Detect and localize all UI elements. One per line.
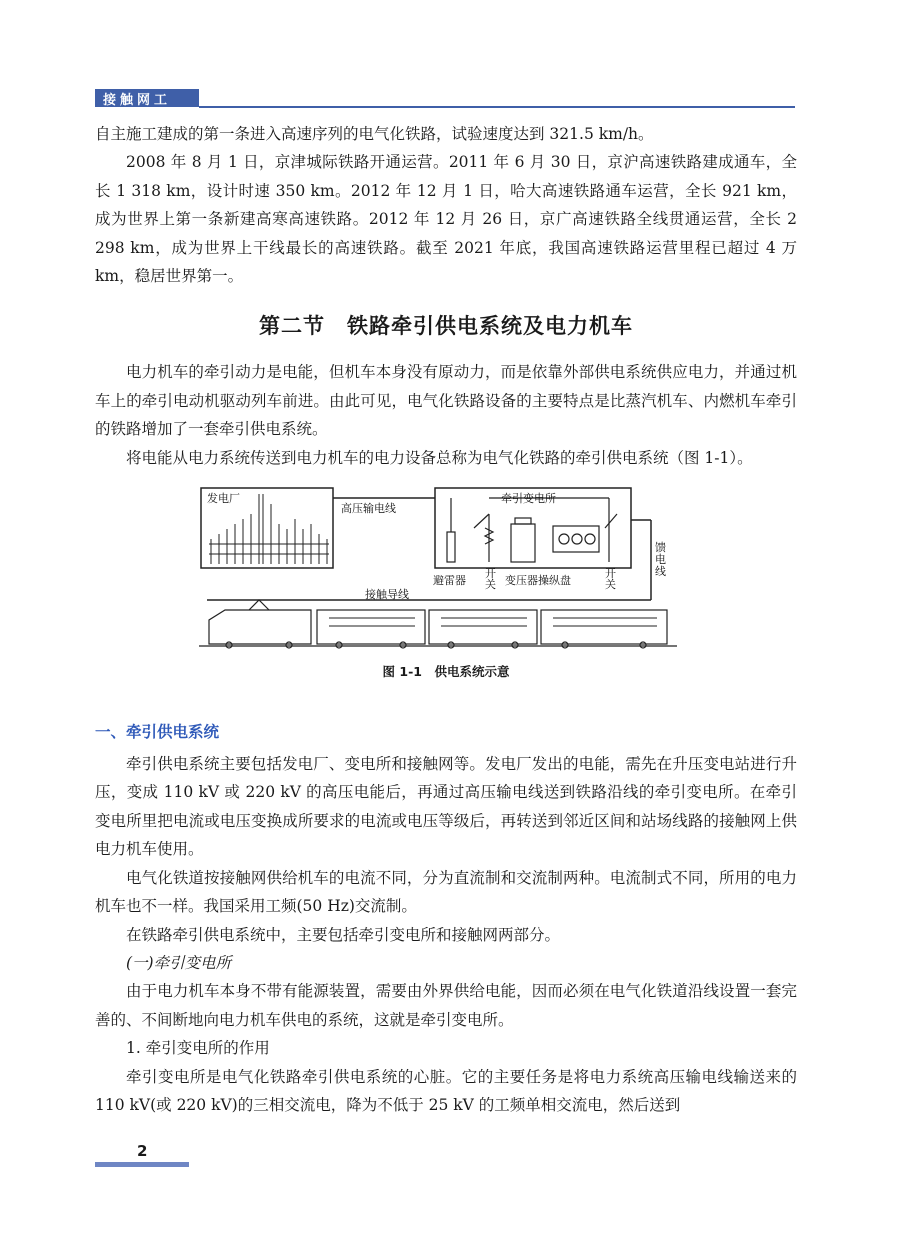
paragraph: 由于电力机车本身不带有能源装置，需要由外界供给电能，因而必须在电气化铁道沿线设置一套完善的、不间断地向电力机车供电的系统，这就是牵引变电所。 bbox=[95, 982, 797, 1029]
label-switch-1: 开关 bbox=[485, 567, 496, 592]
paragraph: 在铁路牵引供电系统中，主要包括牵引变电所和接触网两部分。 bbox=[126, 925, 561, 944]
substation-equipment bbox=[447, 498, 617, 562]
paragraph: 牵引变电所是电气化铁路牵引供电系统的心脏。它的主要任务是将电力系统高压输电线输送来的 110 kV(或 220 kV)的三相交流电，降为不低于 25 kV 的工频单相交流电，然后送到 bbox=[95, 1067, 797, 1114]
page-number: 2 bbox=[137, 1142, 148, 1160]
figure-caption: 图 1-1 供电系统示意 bbox=[382, 664, 510, 680]
list-heading: 1. 牵引变电所的作用 bbox=[126, 1039, 270, 1058]
paragraph: 电气化铁道按接触网供给机车的电流不同，分为直流制和交流制两种。电流制式不同，所用的电力机车也不一样。我国采用工频(50 Hz)交流制。 bbox=[95, 868, 797, 916]
section-title: 第二节 铁路牵引供电系统及电力机车 bbox=[259, 314, 633, 339]
power-supply-diagram bbox=[189, 484, 687, 652]
label-power-plant: 发电厂 bbox=[207, 492, 240, 506]
paragraph: 将电能从电力系统传送到电力机车的电力设备总称为电气化铁路的牵引供电系统（图 1-1）。 bbox=[126, 448, 753, 467]
label-transformer-panel: 变压器操纵盘 bbox=[505, 574, 571, 588]
subsection-title: 一、牵引供电系统 bbox=[95, 723, 220, 742]
footer-rule bbox=[95, 1162, 189, 1167]
label-hv-line: 高压输电线 bbox=[341, 502, 396, 516]
page-body bbox=[95, 120, 797, 1119]
running-header-tag: 接触网工 bbox=[95, 89, 199, 107]
label-feeder: 馈电线 bbox=[655, 541, 666, 579]
paragraph: 牵引供电系统主要包括发电厂、变电所和接触网等。发电厂发出的电能，需先在升压变电站进行升压，变成 110 kV 或 220 kV 的高压电能后，再通过高压输电线送到铁路沿线的牵引变电所。在牵引变电所里把电流或电压变换成所要求的电流或电压等级后，再转送到邻近区间和站场线路的接触网上供电力机车使用。 bbox=[95, 755, 797, 859]
header-rule bbox=[199, 106, 795, 108]
paragraph: 自主施工建成的第一条进入高速序列的电气化铁路，试验速度达到 321.5 km/h。 bbox=[95, 125, 654, 143]
paragraph: 电力机车的牵引动力是电能，但机车本身没有原动力，而是依靠外部供电系统供应电力，并通过机车上的牵引电动机驱动列车前进。由此可见，电气化铁路设备的主要特点是比蒸汽机车、内燃机车牵引的铁路增加了一套牵引供电系统。 bbox=[95, 363, 797, 439]
paragraph: 2008 年 8 月 1 日，京津城际铁路开通运营。2011 年 6 月 30 日，京沪高速铁路建成通车，全长 1 318 km，设计时速 350 km。2012 年 12 月 1 日，哈大高速铁路通车运营，全长 921 km，成为世界上第一条新建高寒高速铁路。2012 年 12 月 26 日，京广高速铁路全线贯通运营，全长 2 298 km，成为世界上干线最长的高速铁路。截至 2021 年底，我国高速铁路运营里程已超过 4 万 km，稳居世界第一。 bbox=[95, 153, 797, 286]
label-arrester: 避雷器 bbox=[433, 574, 466, 588]
subsubsection-title: (一)牵引变电所 bbox=[126, 953, 232, 972]
label-switch-2: 开关 bbox=[605, 567, 616, 592]
label-substation: 牵引变电所 bbox=[501, 492, 556, 506]
train-drawing bbox=[199, 600, 677, 648]
label-contact-wire: 接触导线 bbox=[365, 588, 409, 602]
